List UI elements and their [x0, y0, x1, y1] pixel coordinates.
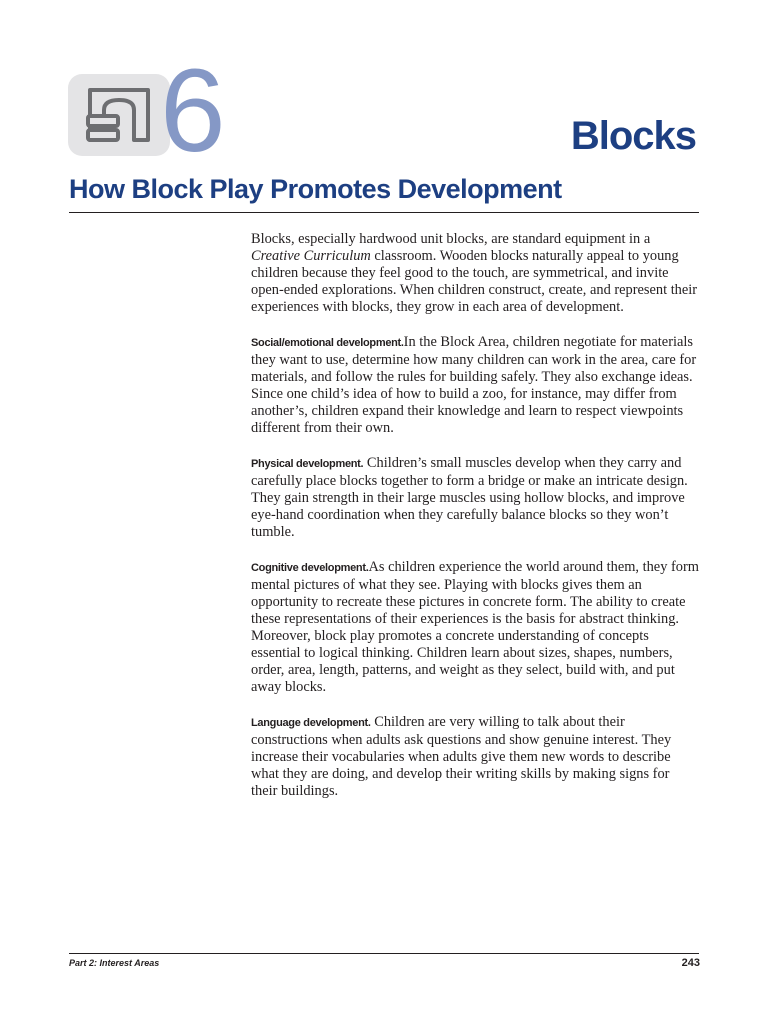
- intro-text: classroom. Wooden blocks naturally appeal to young children because they feel good to the touch, are symmetrical, and invite open-ended explorations. When children construct, create, and represent their experiences with blocks, they grow in each area of development.: [251, 248, 698, 315]
- language-paragraph: [251, 714, 699, 800]
- social-emotional-paragraph: [251, 334, 699, 437]
- chapter-number: 6: [160, 45, 222, 177]
- chapter-title: Blocks: [570, 114, 696, 158]
- social-emotional-text: In the Block Area, children negotiate for materials they want to use, determine how many children can work in the area, care for materials, and follow the rules for building safely. They also exchange ideas. Since one child’s idea of how to build a zoo, for instance, may differ from another’s, children expand their knowledge and learn to respect viewpoints different from their own.: [251, 334, 697, 436]
- cognitive-paragraph: [251, 559, 699, 696]
- social-emotional-heading: Social/emotional development.: [251, 337, 404, 349]
- intro-paragraph: [251, 231, 699, 316]
- cognitive-heading: Cognitive development.: [251, 562, 369, 574]
- physical-text: Children’s small muscles develop when they carry and carefully place blocks together to form a bridge or make an intricate design. They gain strength in their large muscles using hollow blocks, and improve eye-hand coordination when they carefully balance blocks so they won’t tumble.: [251, 455, 688, 540]
- footer-section-label: Part 2: Interest Areas: [69, 958, 160, 968]
- heading-divider: [69, 212, 699, 213]
- intro-text-before-italic: Blocks, especially hardwood unit blocks, are standard equipment in a: [251, 231, 651, 247]
- chapter-icon-badge: [68, 74, 170, 156]
- intro-italic-title: Creative Curriculum: [251, 248, 371, 264]
- language-text: Children are very willing to talk about their constructions when adults ask questions and show genuine interest. They increase their vocabularies when adults give them new words to describe what they are doing, and develop their writing skills by making signs for their buildings.: [251, 714, 672, 799]
- cognitive-text: As children experience the world around them, they form mental pictures of what they see. Playing with blocks gives them an opportunity to recreate these pictures in concrete form. The ability to create these representations of their experiences is the basis for abstract thinking. Moreover, block play promotes a concrete understanding of concepts essential to logical thinking. Children learn about sizes, shapes, numbers, order, area, length, patterns, and weight as they select, build with, and put away blocks.: [251, 559, 699, 695]
- language-heading: Language development.: [251, 717, 371, 729]
- footer-divider: [69, 953, 699, 954]
- arch-blocks-icon: [84, 86, 154, 144]
- physical-heading: Physical development.: [251, 458, 364, 470]
- section-heading: How Block Play Promotes Development: [69, 174, 562, 204]
- page-number: 243: [681, 957, 700, 969]
- body-text-column: [251, 231, 699, 818]
- physical-paragraph: [251, 455, 699, 541]
